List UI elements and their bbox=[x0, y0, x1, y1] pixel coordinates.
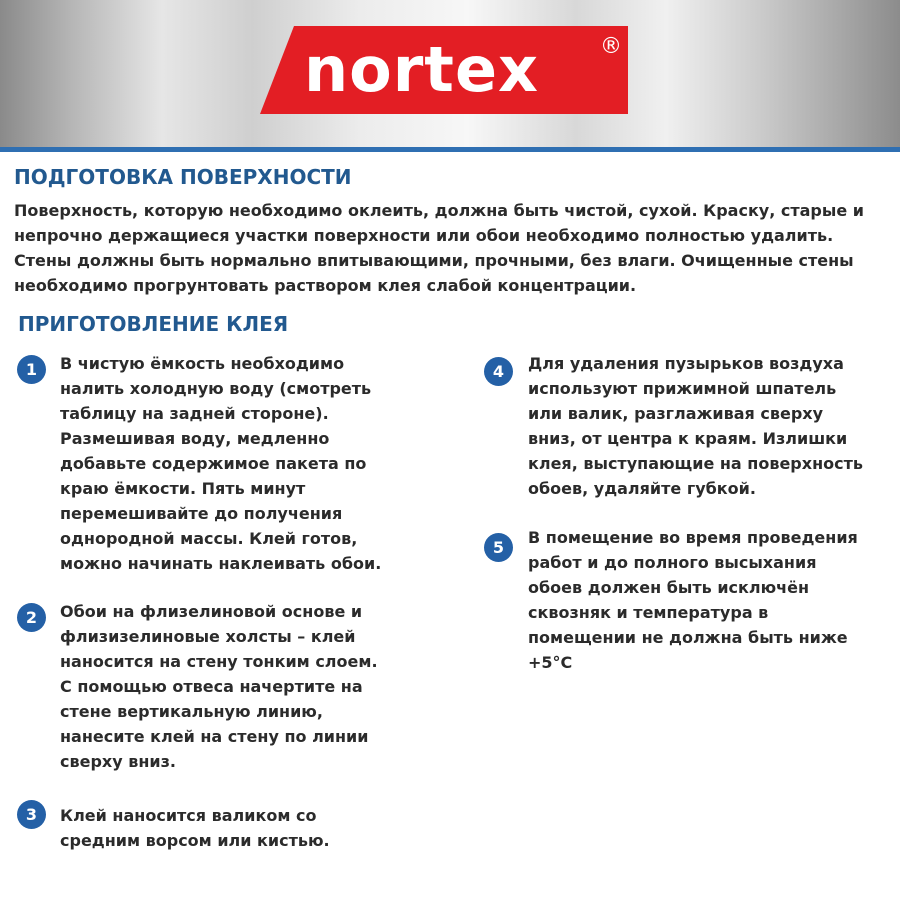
step-line: однородной массы. Клей готов, bbox=[60, 529, 358, 548]
step-line: клея, выступающие на поверхность bbox=[528, 454, 863, 473]
surface-prep-line: необходимо прогрунтовать раствором клея слабой концентрации. bbox=[14, 276, 637, 295]
step-line: перемешивайте до получения bbox=[60, 504, 343, 523]
step-5-badge: 5 bbox=[484, 533, 513, 562]
step-line: добавьте содержимое пакета по bbox=[60, 454, 367, 473]
step-line: краю ёмкости. Пять минут bbox=[60, 479, 306, 498]
step-line: С помощью отвеса начертите на bbox=[60, 677, 363, 696]
logo-wordmark: nortex bbox=[304, 33, 539, 106]
step-line: вниз, от центра к краям. Излишки bbox=[528, 429, 848, 448]
step-3-text bbox=[60, 803, 330, 853]
step-line: сквозняк и температура в bbox=[528, 603, 769, 622]
surface-prep-line: Поверхность, которую необходимо оклеить, должна быть чистой, сухой. Краску, старые и bbox=[14, 201, 864, 220]
step-line: нанесите клей на стену по линии bbox=[60, 727, 369, 746]
step-line: или валик, разглаживая сверху bbox=[528, 404, 824, 423]
step-line: налить холодную воду (смотреть bbox=[60, 379, 372, 398]
step-line: флизизелиновые холсты – клей bbox=[60, 627, 356, 646]
step-line: обоев должен быть исключён bbox=[528, 578, 810, 597]
step-line: Обои на флизелиновой основе и bbox=[60, 602, 363, 621]
step-line: В чистую ёмкость необходимо bbox=[60, 354, 345, 373]
step-1-badge: 1 bbox=[17, 355, 46, 384]
step-line: В помещение во время проведения bbox=[528, 528, 858, 547]
step-line: таблицу на задней стороне). bbox=[60, 404, 329, 423]
step-4-text bbox=[528, 351, 863, 501]
step-line: помещении не должна быть ниже bbox=[528, 628, 848, 647]
surface-prep-text bbox=[14, 198, 888, 298]
step-line: Размешивая воду, медленно bbox=[60, 429, 330, 448]
surface-prep-line: непрочно держащиеся участки поверхности или обои необходимо полностью удалить. bbox=[14, 226, 834, 245]
nortex-logo bbox=[260, 26, 628, 114]
step-line: средним ворсом или кистью. bbox=[60, 831, 330, 850]
header-divider bbox=[0, 147, 900, 152]
step-line: используют прижимной шпатель bbox=[528, 379, 837, 398]
step-line: сверху вниз. bbox=[60, 752, 176, 771]
step-1-text bbox=[60, 351, 381, 576]
step-line: стене вертикальную линию, bbox=[60, 702, 323, 721]
step-2-badge: 2 bbox=[17, 603, 46, 632]
registered-mark: ® bbox=[600, 34, 622, 59]
step-line: Клей наносится валиком со bbox=[60, 806, 317, 825]
step-line: можно начинать наклеивать обои. bbox=[60, 554, 382, 573]
section-title-surface-prep: ПОДГОТОВКА ПОВЕРХНОСТИ bbox=[14, 165, 352, 189]
step-line: работ и до полного высыхания bbox=[528, 553, 817, 572]
section-title-glue-prep: ПРИГОТОВЛЕНИЕ КЛЕЯ bbox=[18, 312, 289, 336]
step-line: наносится на стену тонким слоем. bbox=[60, 652, 378, 671]
step-line: +5°C bbox=[528, 653, 573, 672]
step-line: обоев, удаляйте губкой. bbox=[528, 479, 756, 498]
step-2-text bbox=[60, 599, 378, 774]
step-5-text bbox=[528, 525, 858, 675]
surface-prep-line: Стены должны быть нормально впитывающими, прочными, без влаги. Очищенные стены bbox=[14, 251, 854, 270]
step-4-badge: 4 bbox=[484, 357, 513, 386]
step-3-badge: 3 bbox=[17, 800, 46, 829]
step-line: Для удаления пузырьков воздуха bbox=[528, 354, 844, 373]
